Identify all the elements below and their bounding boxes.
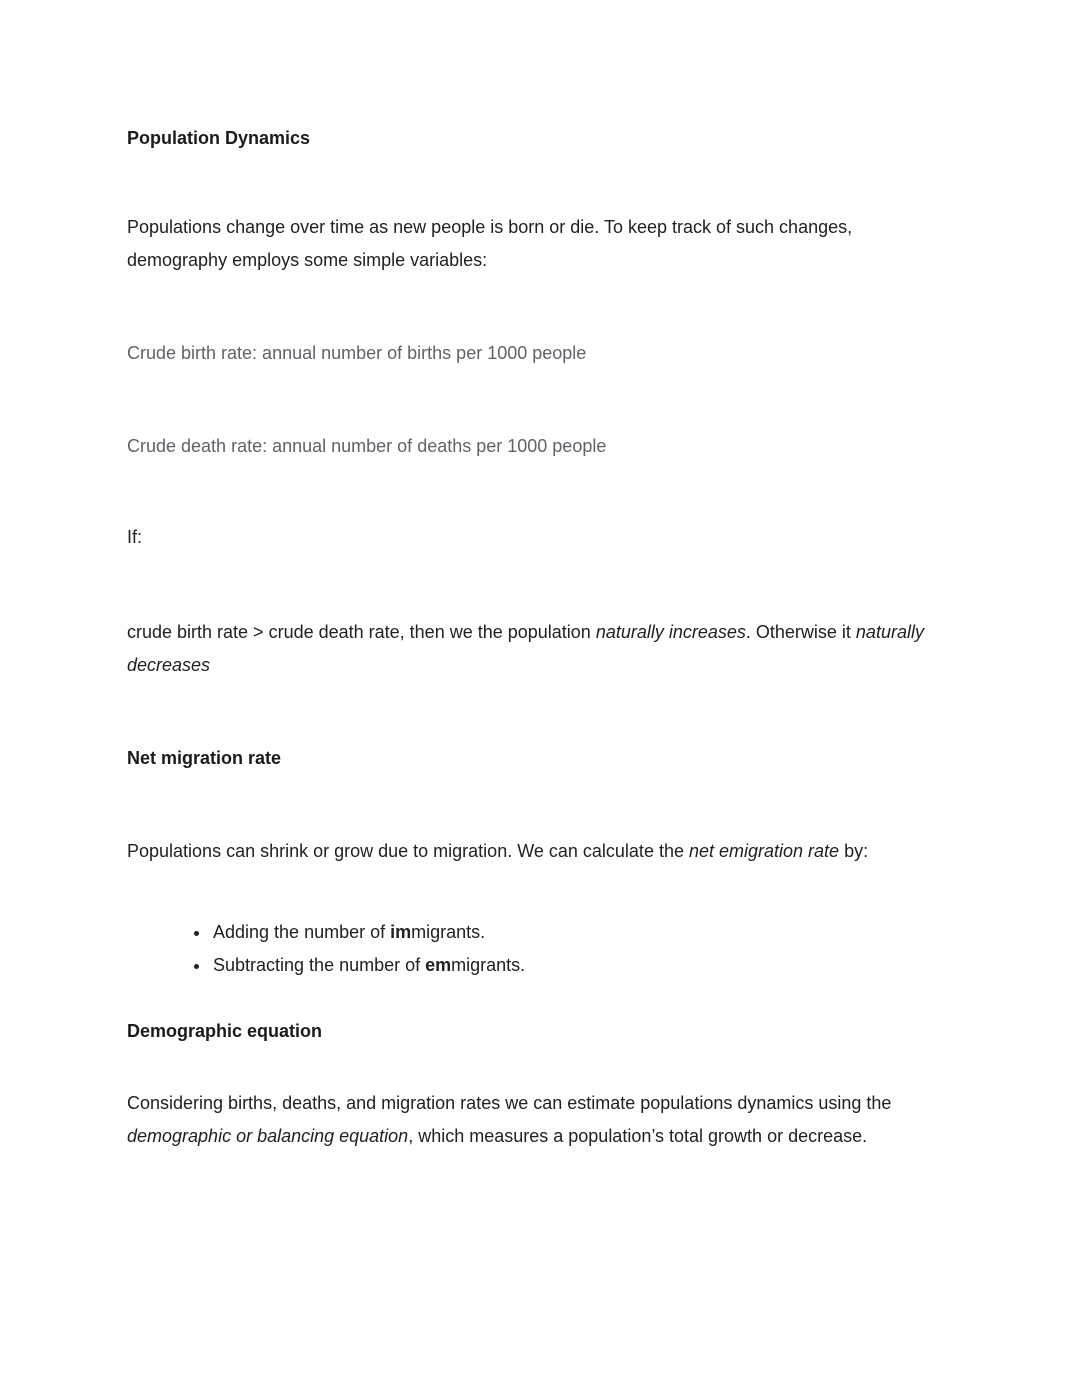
text-segment: If: xyxy=(127,527,143,547)
heading-net-migration-rate: Net migration rate xyxy=(127,748,282,768)
list-item-emigrants xyxy=(211,949,953,982)
text-segment: . Otherwise it xyxy=(745,622,856,642)
text-segment: Populations change over time as new people is born or die. To keep track of such changes, demography employs some simple variables: xyxy=(127,217,853,270)
paragraph-if xyxy=(127,521,953,554)
paragraph-demographic-equation xyxy=(127,1087,953,1153)
text-segment: migrants. xyxy=(411,922,486,942)
text-segment: em xyxy=(425,955,452,975)
text-segment: Crude death rate: annual number of deaths per 1000 people xyxy=(127,436,607,456)
paragraph-net-migration xyxy=(127,835,953,868)
text-segment: Considering births, deaths, and migration rates we can estimate populations dynamics using the xyxy=(127,1093,892,1113)
text-segment: im xyxy=(390,922,412,942)
heading-demographic-equation: Demographic equation xyxy=(127,1021,323,1041)
text-segment: demographic or balancing equation xyxy=(127,1126,409,1146)
text-segment: Crude birth rate: annual number of births per 1000 people xyxy=(127,343,587,363)
text-segment: by: xyxy=(839,841,869,861)
paragraph-natural-change xyxy=(127,616,953,682)
text-segment: crude birth rate > crude death rate, then we the population xyxy=(127,622,596,642)
text-segment: Adding the number of xyxy=(213,922,391,942)
text-segment: Subtracting the number of xyxy=(213,955,426,975)
list-item-immigrants xyxy=(211,916,953,949)
text-segment: naturally increases xyxy=(595,622,746,642)
paragraph-intro xyxy=(127,211,953,277)
text-segment: migrants. xyxy=(451,955,526,975)
paragraph-crude-birth-rate xyxy=(127,337,953,370)
text-segment: naturally decreases xyxy=(127,622,924,675)
heading-population-dynamics: Population Dynamics xyxy=(127,128,311,148)
text-segment: net emigration rate xyxy=(688,841,840,861)
paragraph-crude-death-rate xyxy=(127,430,953,463)
text-segment: , which measures a population’s total growth or decrease. xyxy=(408,1126,868,1146)
bullet-list xyxy=(127,916,953,982)
text-segment: Populations can shrink or grow due to migration. We can calculate the xyxy=(127,841,689,861)
